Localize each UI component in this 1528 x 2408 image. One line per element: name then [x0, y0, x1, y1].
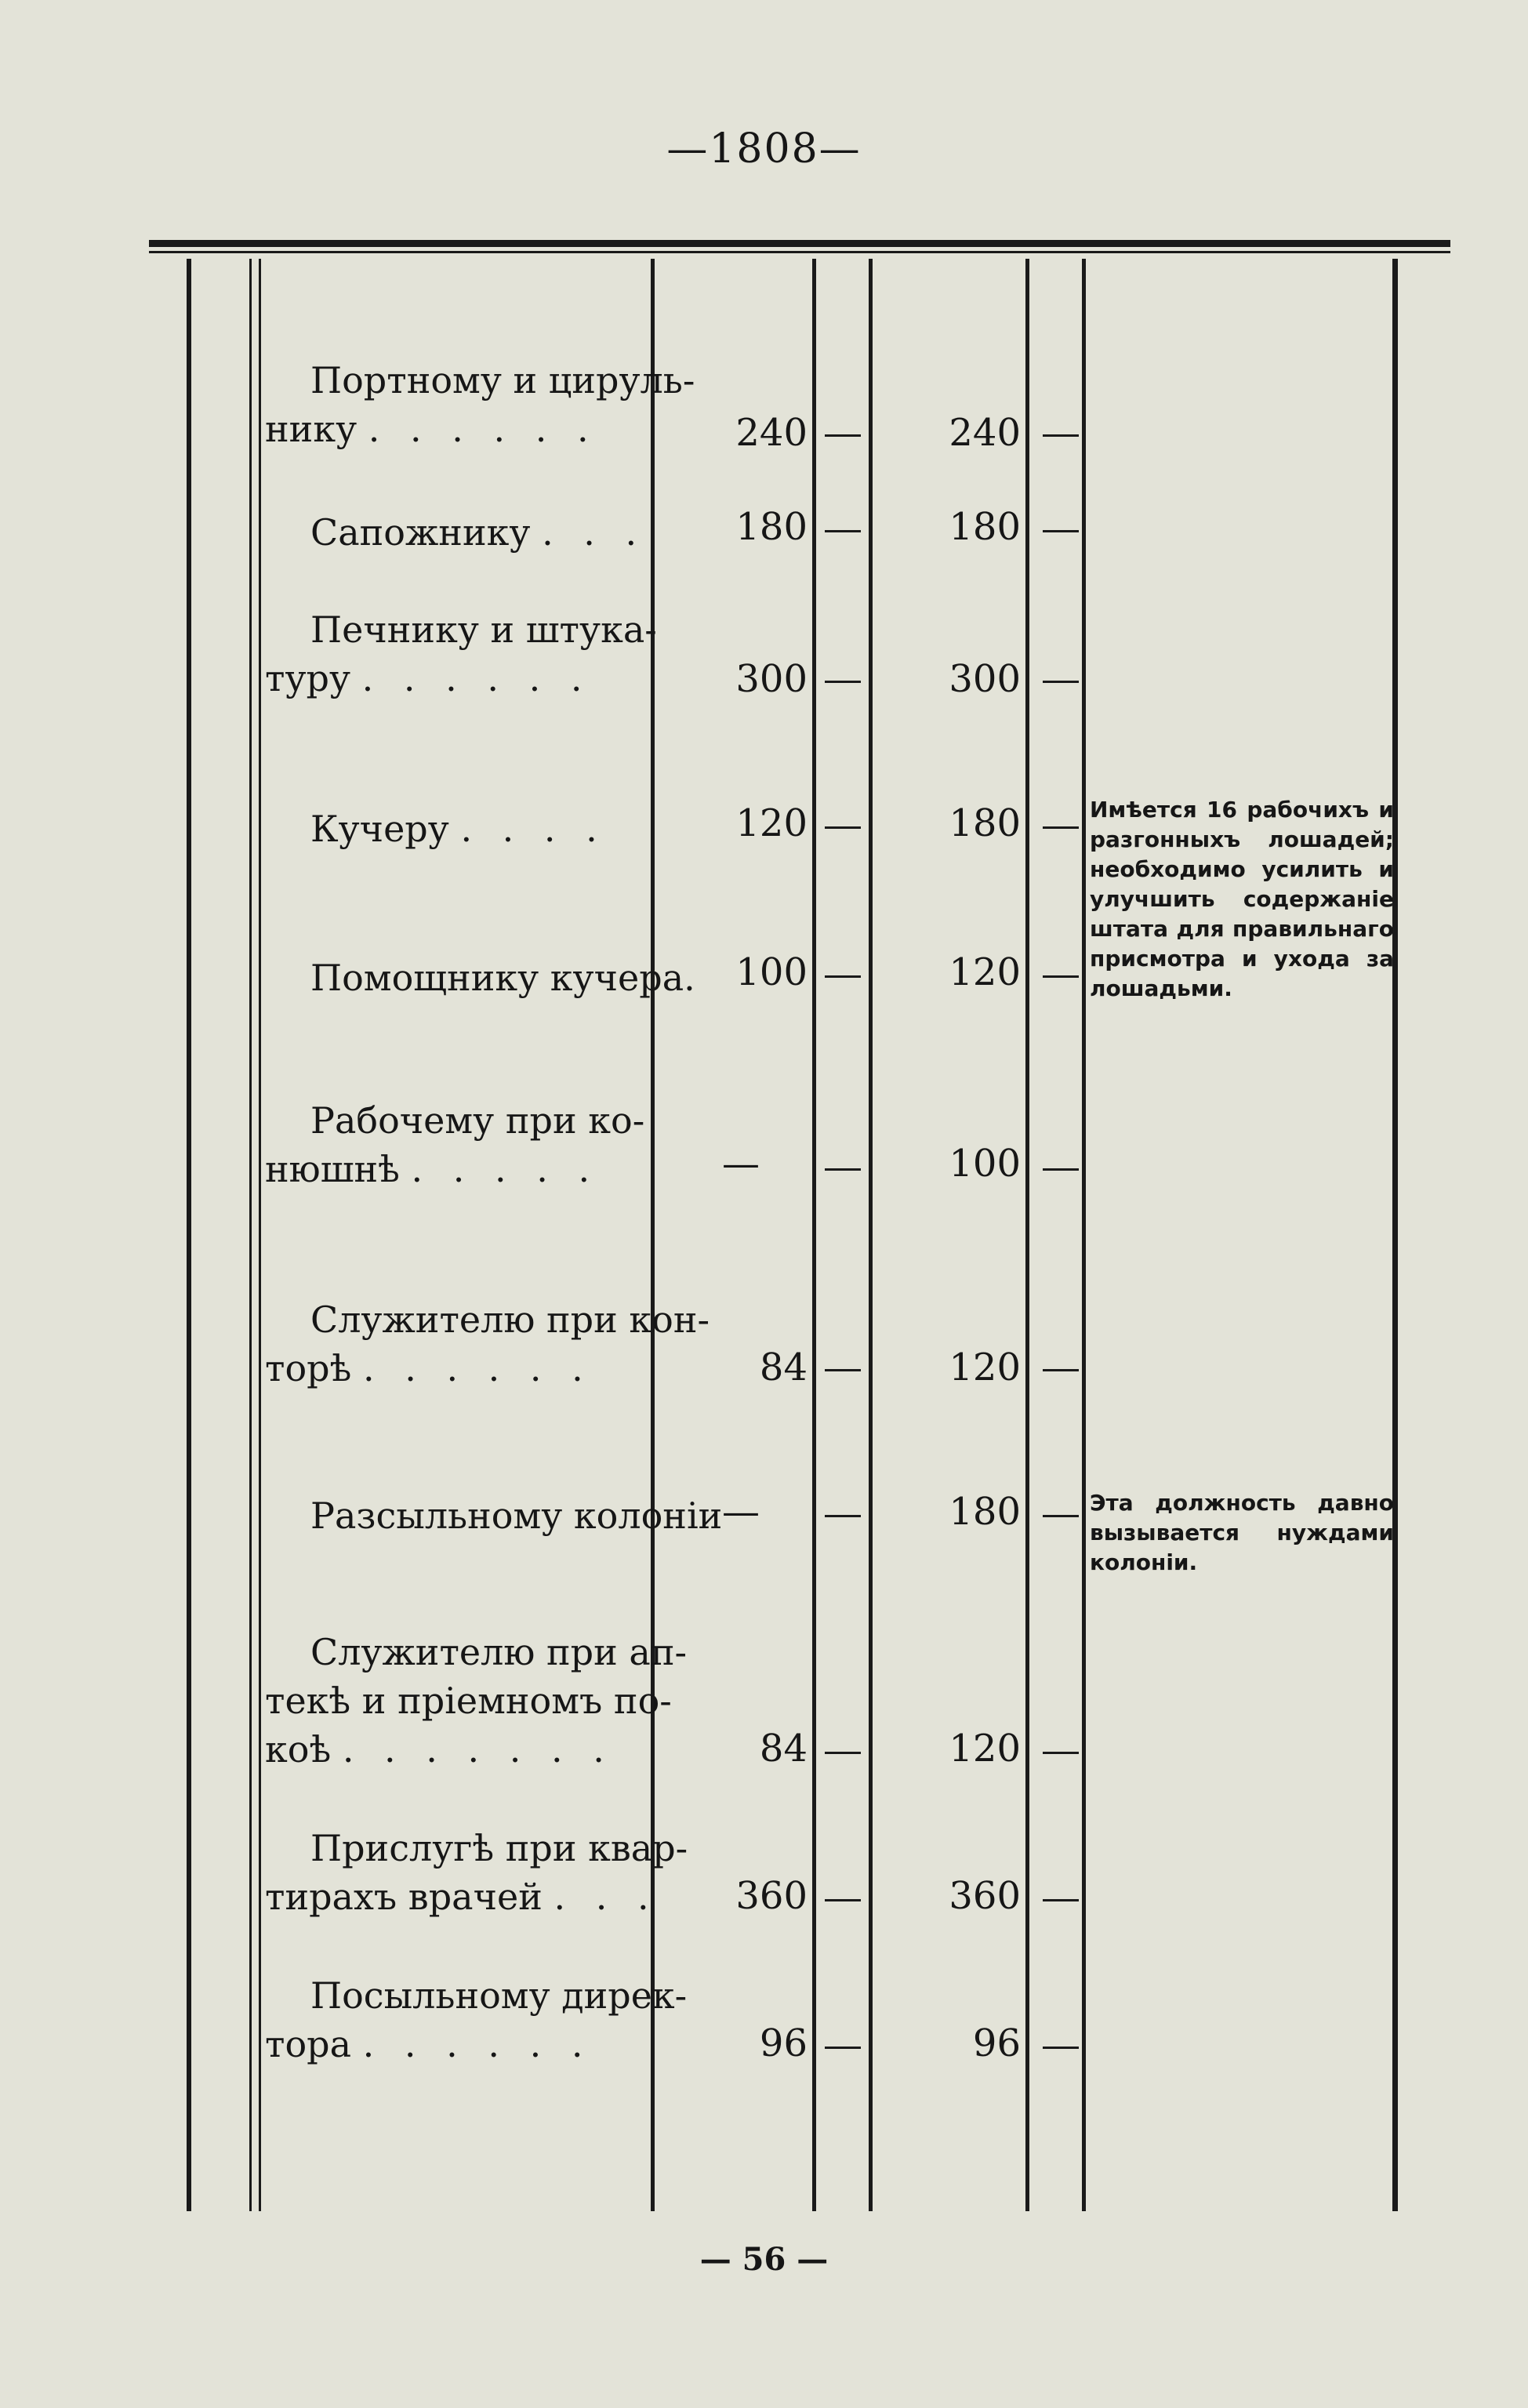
- row-dash-col2: [825, 1752, 861, 1754]
- row-name-line: текѣ и пріемномъ по-: [265, 1680, 672, 1722]
- row-dash-col4: [1043, 975, 1079, 978]
- row-name-line: туру: [265, 657, 351, 699]
- row-dash-col2: [825, 975, 861, 978]
- row-value-col3: 180: [949, 801, 1021, 845]
- row-value-col3: 180: [949, 1490, 1021, 1534]
- row-dash-col4: [1043, 434, 1079, 437]
- row-dash-col2: [825, 1899, 861, 1901]
- row-value-col1: 360: [735, 1874, 808, 1918]
- note-horses: Имѣется 16 рабочихъ и разгонныхъ лошадей; необходимо усилить и улучшить содержаніе штата для правильнаго присмотра и ухода за лошадьми.: [1090, 797, 1394, 1001]
- page-footer-number: — 56 —: [699, 2241, 829, 2278]
- row-value-col3: 180: [949, 505, 1021, 549]
- row-value-col1: 84: [759, 1727, 808, 1771]
- table-top-rule: [149, 240, 1450, 247]
- row-dash-col2: [825, 1369, 861, 1371]
- row-value-col3: 120: [949, 950, 1021, 994]
- table-top-rule-thin: [149, 251, 1450, 253]
- row-dash-col4: [1043, 681, 1079, 683]
- row-value-col1: 180: [735, 505, 808, 549]
- row-name-line: Печнику и штука-: [310, 608, 657, 651]
- row-name-line: нику: [265, 408, 358, 450]
- row-value-col3: 120: [949, 1346, 1021, 1389]
- row-name-line: тирахъ врачей: [265, 1876, 543, 1918]
- row-dash-col2: [825, 1168, 861, 1171]
- row-name-line: коѣ: [265, 1728, 332, 1771]
- table-column-rule: [1025, 259, 1029, 2211]
- row-dash-col4: [1043, 1899, 1079, 1901]
- row-dash-col2: [825, 434, 861, 437]
- row-name-line: Служителю при кон-: [310, 1298, 710, 1341]
- row-dash-col2: [825, 1515, 861, 1517]
- row-name-line: Сапожнику: [310, 511, 531, 554]
- row-name-line: Рабочему при ко-: [310, 1099, 645, 1142]
- row-dash-col4: [1043, 826, 1079, 829]
- row-dots: . . . . . .: [368, 408, 598, 450]
- table-right-border: [1392, 259, 1398, 2211]
- row-name-line: Посыльному дирек-: [310, 1974, 688, 2017]
- row-dash-col4: [1043, 1168, 1079, 1171]
- row-dash-col2: [825, 2047, 861, 2049]
- row-name-line: нюшнѣ: [265, 1148, 400, 1190]
- row-value-col1: 96: [759, 2021, 808, 2065]
- row-dash-col4: [1043, 2047, 1079, 2049]
- row-name-line: Прислугѣ при квар-: [310, 1827, 688, 1869]
- table-column-rule: [1082, 259, 1086, 2211]
- table-column-rule: [869, 259, 873, 2211]
- row-value-col1: 240: [735, 411, 808, 455]
- row-dash-col4: [1043, 1515, 1079, 1517]
- row-name-line: Кучеру: [310, 808, 449, 850]
- row-dots: . . .: [542, 511, 647, 554]
- row-dots: . . .: [553, 1876, 659, 1918]
- table-left-border: [187, 259, 191, 2211]
- row-value-col3: 120: [949, 1727, 1021, 1771]
- table-column-rule: [259, 259, 261, 2211]
- row-dash-col2: [825, 681, 861, 683]
- row-name-line: Помощнику кучера.: [310, 957, 695, 999]
- table-column-rule: [812, 259, 816, 2211]
- row-name-line: Портному и цируль-: [310, 359, 695, 401]
- row-value-col3: 96: [972, 2021, 1021, 2065]
- row-dots: . . . . . .: [362, 1347, 593, 1389]
- row-dots: . . . . . .: [362, 2023, 593, 2065]
- row-dots: . . . . . . .: [342, 1728, 614, 1771]
- row-name-line: Разсыльному колоніи: [310, 1495, 723, 1537]
- row-value-col1: 84: [759, 1346, 808, 1389]
- row-dots: . . . . .: [411, 1148, 600, 1190]
- row-value-col1: —: [722, 1490, 760, 1534]
- table-column-rule: [249, 259, 252, 2211]
- row-value-col1: 300: [735, 657, 808, 701]
- row-value-col1: 100: [735, 950, 808, 994]
- row-dash-col2: [825, 826, 861, 829]
- row-value-col3: 100: [949, 1142, 1021, 1186]
- row-dash-col4: [1043, 1752, 1079, 1754]
- row-value-col3: 300: [949, 657, 1021, 701]
- row-value-col1: 120: [735, 801, 808, 845]
- row-value-col3: 360: [949, 1874, 1021, 1918]
- row-name-line: Служителю при ап-: [310, 1631, 688, 1673]
- note-messenger: Эта должность давно вызывается нуждами колоніи.: [1090, 1490, 1394, 1575]
- row-name-line: торѣ: [265, 1347, 352, 1389]
- row-name-line: тора: [265, 2023, 352, 2065]
- staff-salary-table: [149, 240, 1450, 2216]
- row-dash-col4: [1043, 530, 1079, 532]
- row-dots: . . . .: [460, 808, 607, 850]
- row-dash-col2: [825, 530, 861, 532]
- row-dash-col4: [1043, 1369, 1079, 1371]
- page-header-number: —1808—: [666, 125, 862, 173]
- row-value-col1: —: [722, 1142, 760, 1186]
- row-dots: . . . . . .: [361, 657, 592, 699]
- row-value-col3: 240: [949, 411, 1021, 455]
